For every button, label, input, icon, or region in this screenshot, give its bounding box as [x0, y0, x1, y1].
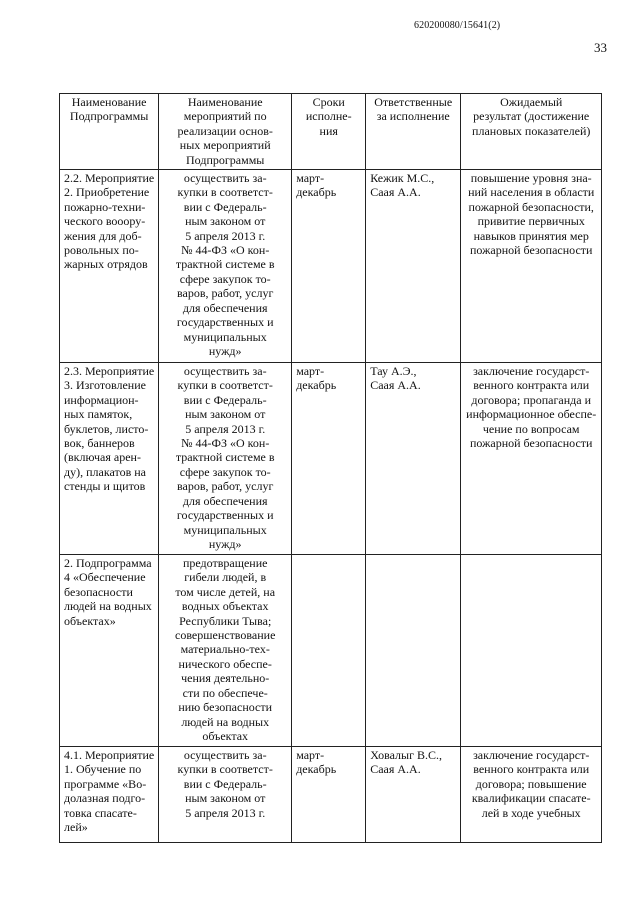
text-line: Подпрограммы — [69, 109, 149, 124]
text-line: государственных и — [176, 508, 274, 523]
text-line: чение по вопросам — [482, 421, 580, 436]
text-line: 5 апреля 2013 г. — [185, 228, 266, 243]
text-line: заключение государст- — [473, 364, 590, 379]
cell-subprogram-name — [60, 747, 159, 843]
text-line: ний населения в области — [468, 185, 595, 200]
program-table — [59, 93, 602, 843]
text-line: государственных и — [176, 315, 274, 330]
text-line: предотвращение — [182, 556, 268, 571]
text-line: март- — [296, 748, 325, 763]
text-line: буклетов, листо- — [64, 421, 149, 436]
text-line: Ожидаемый — [500, 95, 563, 109]
text-line: мероприятий по — [183, 109, 267, 124]
text-line: объектах — [202, 728, 249, 743]
text-line: ния — [319, 123, 338, 138]
text-line: ным законом от — [185, 214, 266, 229]
header-responsible — [366, 94, 461, 170]
text-line: ным законом от — [185, 407, 266, 422]
text-line: заключение государст- — [473, 748, 590, 763]
text-line: венного контракта или — [473, 762, 590, 777]
text-line: 3. Изготовление — [64, 378, 146, 393]
text-line: 2.3. Мероприятие — [64, 364, 155, 379]
text-line: Саая А.А. — [370, 378, 421, 393]
text-line: том числе детей, на — [175, 584, 276, 599]
text-line: сти по обеспече- — [182, 685, 268, 700]
text-line: пожарной безопасности — [469, 243, 593, 258]
cell-responsible — [366, 555, 461, 747]
cell-terms — [292, 170, 366, 363]
text-line: март- — [296, 364, 325, 379]
cell-terms — [292, 363, 366, 555]
text-line: венного контракта или — [473, 378, 590, 393]
text-line: купки в соответст- — [177, 185, 273, 200]
text-line: ду), плакатов на — [64, 464, 147, 479]
text-line: 5 апреля 2013 г. — [185, 421, 266, 436]
text-line: Ответственные — [374, 95, 453, 109]
text-line: гибели людей, в — [184, 570, 267, 585]
text-line: договора; повышение — [475, 776, 587, 791]
text-line: водных объектах — [181, 599, 269, 614]
text-line: нического обеспе- — [178, 656, 272, 671]
cell-expected-result — [461, 747, 602, 843]
table-row — [60, 363, 602, 555]
cell-responsible — [366, 363, 461, 555]
cell-expected-result — [461, 363, 602, 555]
text-line: пожарной безопасности, — [468, 199, 594, 214]
text-line: Наименование — [71, 95, 147, 109]
text-line: сфере закупок то- — [179, 464, 271, 479]
text-line: варов, работ, услуг — [177, 479, 274, 494]
text-line: 1. Обучение по — [64, 762, 142, 777]
text-line: договора; пропаганда и — [471, 392, 592, 407]
text-line: 4 «Обеспечение — [64, 570, 146, 585]
cell-responsible — [366, 747, 461, 843]
header-terms — [292, 94, 366, 170]
cell-subprogram-name — [60, 170, 159, 363]
text-line: декабрь — [296, 185, 337, 200]
text-line: купки в соответст- — [177, 378, 273, 393]
table-row — [60, 747, 602, 843]
text-line: навыков принятия мер — [473, 228, 589, 243]
header-measures — [159, 94, 292, 170]
cell-expected-result — [461, 555, 602, 747]
text-line: 5 апреля 2013 г. — [185, 805, 266, 820]
text-line: чения деятельно- — [181, 671, 270, 686]
text-line: результат (достижение — [473, 109, 590, 124]
text-line: повышение уровня зна- — [470, 171, 592, 186]
text-line: ных памяток, — [64, 407, 133, 422]
text-line: совершенствование — [175, 628, 276, 643]
text-line: товка спасате- — [64, 805, 137, 820]
text-line: вии с Федераль- — [183, 776, 267, 791]
text-line: информацион- — [64, 392, 139, 407]
text-line: муниципальных — [183, 329, 267, 344]
text-line: трактной системе в — [175, 257, 275, 272]
text-line: нию безопасности — [178, 700, 273, 715]
cell-subprogram-name — [60, 363, 159, 555]
text-line: ровольных по- — [64, 243, 139, 258]
cell-measures — [159, 363, 292, 555]
text-line: жения для доб- — [64, 228, 142, 243]
text-line: Тау А.Э., — [370, 364, 417, 379]
text-line: Ховалыг В.С., — [370, 748, 443, 763]
text-line: 2. Подпрограмма — [64, 556, 152, 571]
text-line: № 44-ФЗ «О кон- — [181, 243, 270, 258]
cell-expected-result — [461, 170, 602, 363]
text-line: осуществить за- — [183, 748, 267, 763]
text-line: осуществить за- — [183, 364, 267, 379]
text-line: декабрь — [296, 378, 337, 393]
text-line: пожарно-техни- — [64, 199, 146, 214]
text-line: Кежик М.С., — [370, 171, 435, 186]
text-line: 2. Приобретение — [64, 185, 150, 200]
text-line: людей на водных — [64, 599, 152, 614]
text-line: реализации основ- — [177, 123, 273, 138]
text-line: пожарной безопасности — [469, 436, 593, 451]
text-line: людей на водных — [181, 714, 270, 729]
text-line: (включая арен- — [64, 450, 141, 465]
text-line: декабрь — [296, 762, 337, 777]
page-number: 33 — [594, 40, 607, 55]
text-line: информационное обеспе- — [466, 407, 597, 422]
text-line: купки в соответст- — [177, 762, 273, 777]
text-line: вок, баннеров — [64, 436, 135, 451]
text-line: ческого вооору- — [64, 214, 146, 229]
text-line: № 44-ФЗ «О кон- — [181, 436, 270, 451]
text-line: 2.2. Мероприятие — [64, 171, 155, 186]
table-row — [60, 555, 602, 747]
text-line: программе «Во- — [64, 776, 147, 791]
text-line: 4.1. Мероприятие — [64, 748, 155, 763]
text-line: муниципальных — [183, 522, 267, 537]
text-line: долазная подго- — [64, 791, 146, 806]
text-line: объектах» — [64, 613, 116, 628]
text-line: исполне- — [305, 109, 352, 124]
cell-measures — [159, 170, 292, 363]
text-line: лей» — [64, 820, 88, 835]
text-line: сфере закупок то- — [179, 271, 271, 286]
text-line: Саая А.А. — [370, 185, 421, 200]
text-line: ных мероприятий — [179, 138, 271, 153]
document-code: 620200080/15641(2) — [414, 20, 501, 31]
text-line: нужд» — [208, 536, 242, 551]
text-line: Подпрограммы — [186, 152, 265, 167]
header-expected-result — [461, 94, 602, 170]
text-line: стенды и щитов — [64, 479, 146, 494]
text-line: плановых показателей) — [472, 123, 591, 138]
text-line: за исполнение — [376, 109, 450, 124]
text-line: Сроки — [312, 95, 345, 109]
cell-measures — [159, 747, 292, 843]
text-line: вии с Федераль- — [183, 392, 267, 407]
text-line: Наименование — [187, 95, 263, 109]
text-line: ным законом от — [185, 791, 266, 806]
text-line: для обеспечения — [182, 493, 268, 508]
text-line: жарных отрядов — [64, 257, 148, 272]
text-line: привитие первичных — [477, 214, 585, 229]
text-line: Саая А.А. — [370, 762, 421, 777]
header-subprogram-name — [60, 94, 159, 170]
text-line: вии с Федераль- — [183, 199, 267, 214]
cell-subprogram-name — [60, 555, 159, 747]
text-line: лей в ходе учебных — [481, 805, 581, 820]
text-line: материально-тех- — [180, 642, 270, 657]
text-line: март- — [296, 171, 325, 186]
cell-terms — [292, 555, 366, 747]
table-row — [60, 170, 602, 363]
text-line: трактной системе в — [175, 450, 275, 465]
text-line: нужд» — [208, 343, 242, 358]
text-line: для обеспечения — [182, 300, 268, 315]
text-line: безопасности — [64, 584, 133, 599]
text-line: осуществить за- — [183, 171, 267, 186]
cell-measures — [159, 555, 292, 747]
text-line: квалификации спасате- — [471, 791, 591, 806]
table-header-row — [60, 94, 602, 170]
cell-responsible — [366, 170, 461, 363]
cell-terms — [292, 747, 366, 843]
text-line: варов, работ, услуг — [177, 286, 274, 301]
text-line: Республики Тыва; — [179, 613, 272, 628]
